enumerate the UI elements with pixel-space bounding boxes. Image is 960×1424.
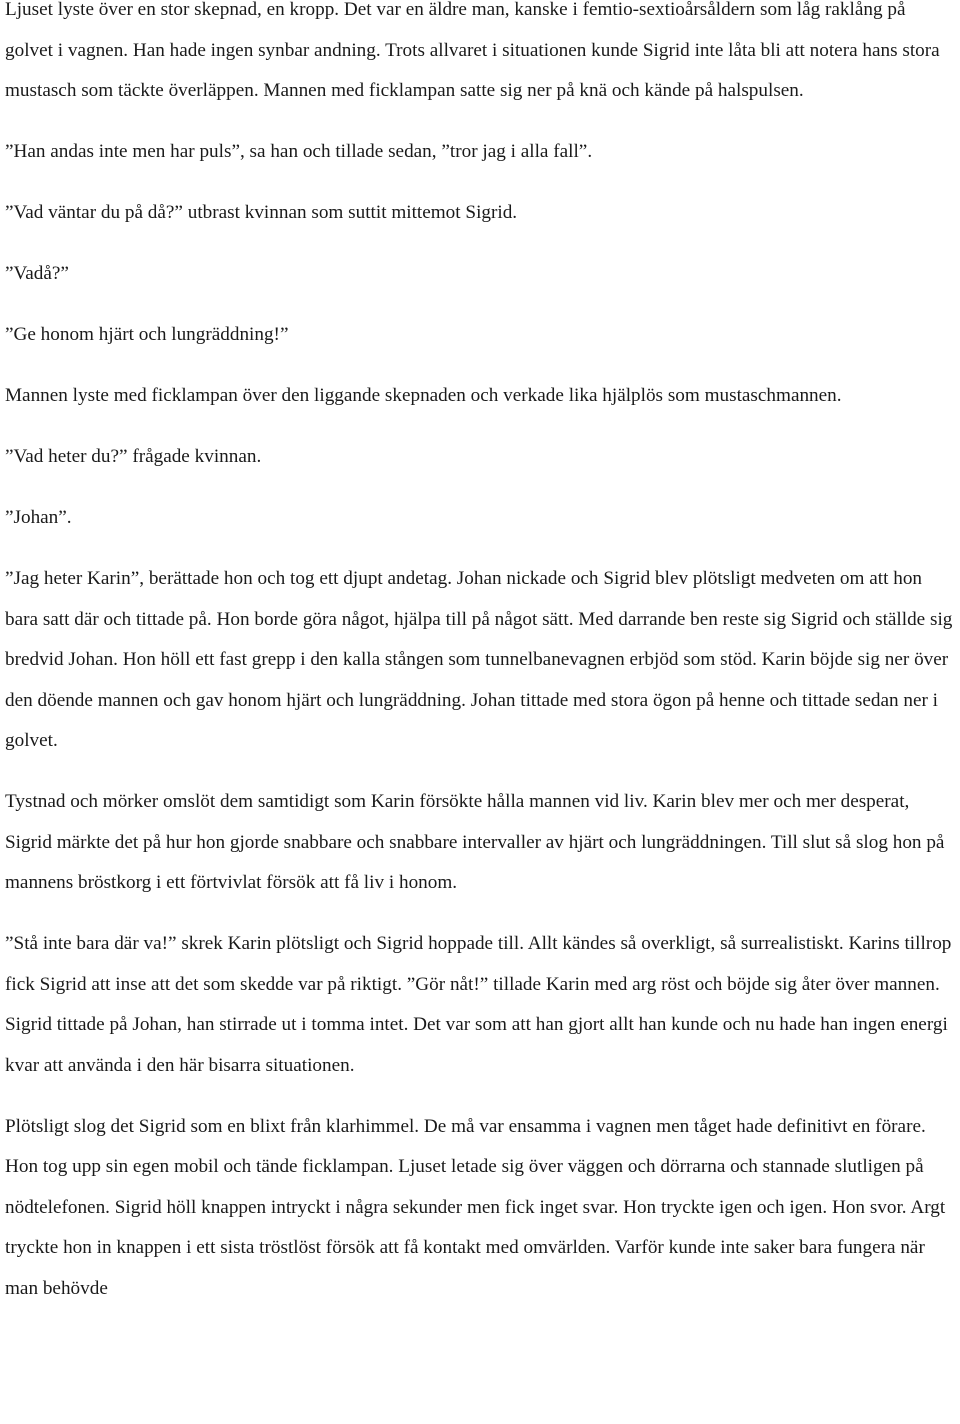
paragraph-dialogue: ”Johan”. <box>5 507 72 528</box>
paragraph-gap <box>5 295 957 316</box>
paragraph-gap <box>5 234 957 255</box>
paragraph-gap <box>5 417 957 438</box>
paragraph-dialogue: ”Ge honom hjärt och lungräddning!” <box>5 324 289 345</box>
paragraph-gap <box>5 539 957 560</box>
paragraph-gap <box>5 356 957 377</box>
paragraph-dialogue: ”Vad väntar du på då?” utbrast kvinnan som suttit mittemot Sigrid. <box>5 202 518 223</box>
document-page <box>5 0 957 1309</box>
paragraph-gap <box>5 904 957 925</box>
paragraph-gap <box>5 173 957 194</box>
paragraph-body: Plötsligt slog det Sigrid som en blixt från klarhimmel. De må var ensamma i vagnen men tåget hade definitivt en förare. Hon tog upp sin egen mobil och tände ficklampan. Ljuset letade sig över väggen och dörrarna och stannade slutligen på nödtelefonen. Sigrid höll knappen intryckt i några sekunder men fick inget svar. Hon tryckte igen och igen. Hon svor. Argt tryckte hon in knappen i ett sista tröstlöst försök att få kontakt med omvärlden. Varför kunde inte saker bara fungera när man behövde <box>5 1115 946 1299</box>
paragraph-body: Ljuset lyste över en stor skepnad, en kropp. Det var en äldre man, kanske i femtio-sextioårsåldern som låg raklång på golvet i vagnen. Han hade ingen synbar andning. Trots allvaret i situationen kunde Sigrid inte låta bli att notera hans stora mustasch som täckte överläppen. Mannen med ficklampan satte sig ner på knä och kände på halspulsen. <box>5 0 940 101</box>
paragraph-gap <box>5 762 957 783</box>
paragraph-body: ”Jag heter Karin”, berättade hon och tog ett djupt andetag. Johan nickade och Sigrid blev plötsligt medveten om att hon bara satt där och tittade på. Hon borde göra något, hjälpa till på något sätt. Med darrande ben reste sig Sigrid och ställde sig bredvid Johan. Hon höll ett fast grepp i den kalla stången som tunnelbanevagnen erbjöd som stöd. Karin böjde sig ner över den döende mannen och gav honom hjärt och lungräddning. Johan tittade med stora ögon på henne och tittade sedan ner i golvet. <box>5 568 953 751</box>
paragraph-dialogue: ”Vad heter du?” frågade kvinnan. <box>5 446 262 467</box>
paragraph-dialogue: ”Han andas inte men har puls”, sa han och tillade sedan, ”tror jag i alla fall”. <box>5 141 593 162</box>
paragraph-gap <box>5 112 957 133</box>
paragraph-body: ”Stå inte bara där va!” skrek Karin plötsligt och Sigrid hoppade till. Allt kändes så overkligt, så surrealistiskt. Karins tillrop fick Sigrid att inse att det som skedde var på riktigt. ”Gör nåt!” tillade Karin med arg röst och böjde sig åter över mannen. Sigrid tittade på Johan, han stirrade ut i tomma intet. Det var som att han gjort allt han kunde och nu hade han ingen energi kvar att använda i den här bisarra situationen. <box>5 933 952 1076</box>
paragraph-gap <box>5 478 957 499</box>
paragraph-dialogue: ”Vadå?” <box>5 263 69 284</box>
paragraph-body: Tystnad och mörker omslöt dem samtidigt som Karin försökte hålla mannen vid liv. Karin blev mer och mer desperat, Sigrid märkte det på hur hon gjorde snabbare och snabbare intervaller av hjärt och lungräddningen. Till slut så slog hon på mannens bröstkorg i ett förtvivlat försök att få liv i honom. <box>5 791 945 893</box>
paragraph-body: Mannen lyste med ficklampan över den liggande skepnaden och verkade lika hjälplös som mustaschmannen. <box>5 385 842 406</box>
paragraph-gap <box>5 1086 957 1107</box>
